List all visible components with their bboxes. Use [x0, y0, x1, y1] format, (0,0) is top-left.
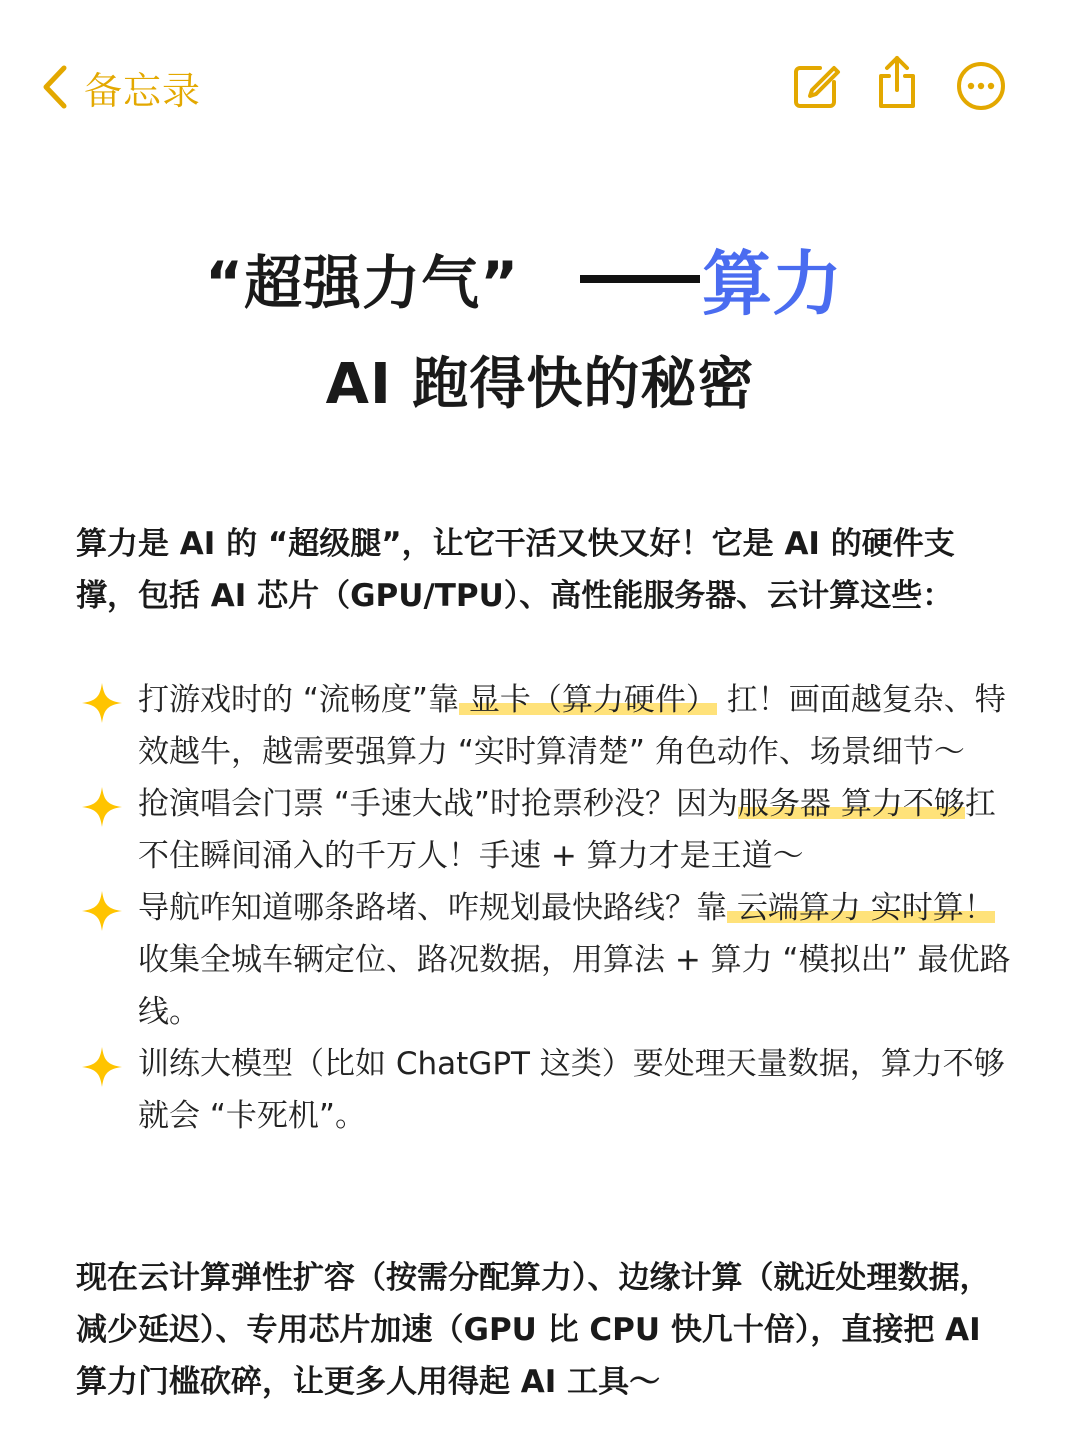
navigation-bar: [0, 0, 1080, 170]
compose-button[interactable]: [790, 60, 842, 112]
sparkle-icon: [80, 681, 124, 725]
intro-paragraph: 算力是 AI 的 “超级腿”，让它干活又快又好！它是 AI 的硬件支撑，包括 AI 芯片（GPU/TPU）、高性能服务器、云计算这些：: [76, 526, 955, 614]
share-button[interactable]: [873, 54, 921, 112]
bullet-list: [76, 674, 1016, 1142]
bullet-text: 训练大模型（比如 ChatGPT 这类）要处理天量数据，算力不够就会 “卡死机”。: [138, 1046, 1005, 1134]
bullet-highlight: 云端算力 实时算！: [727, 890, 995, 926]
bullet-highlight: 显卡（算力硬件）: [458, 682, 717, 718]
bullet-text-after: 收集全城车辆定位、路况数据，用算法 + 算力 “模拟出” 最优路线。: [138, 942, 1011, 1030]
chevron-left-icon: [40, 64, 70, 110]
title-dash: [580, 275, 700, 283]
sparkle-icon: [80, 1045, 124, 1089]
more-button[interactable]: [955, 60, 1007, 112]
bullet-highlight: 服务器 算力不够: [737, 786, 965, 822]
compose-icon: [790, 60, 842, 112]
sparkle-icon: [80, 785, 124, 829]
bullet-item: [76, 674, 1016, 778]
more-icon: [955, 60, 1007, 112]
back-button[interactable]: [40, 62, 201, 112]
bullet-item: [76, 778, 1016, 882]
title-highlight-word: 算力: [702, 243, 842, 325]
sparkle-icon: [80, 889, 124, 933]
bullet-text-after: 扛不住瞬间涌入的千万人！手速 + 算力才是王道～: [138, 786, 996, 874]
bullet-item: [76, 882, 1016, 1038]
note-title-line-2: AI 跑得快的秘密: [325, 352, 755, 417]
bullet-text: 打游戏时的 “流畅度”靠: [138, 682, 459, 718]
closing-paragraph: 现在云计算弹性扩容（按需分配算力）、边缘计算（就近处理数据，减少延迟）、专用芯片加速（GPU 比 CPU 快几十倍），直接把 AI 算力门槛砍碎，让更多人用得起 AI 工具～: [76, 1260, 991, 1400]
back-button-label: 备忘录: [84, 68, 202, 113]
bullet-text: 抢演唱会门票 “手速大战”时抢票秒没？因为: [138, 786, 738, 822]
share-icon: [873, 54, 921, 112]
bullet-text-after: 扛！画面越复杂、特效越牛，越需要强算力 “实时算清楚” 角色动作、场景细节～: [138, 682, 1006, 770]
note-title-line-1: [0, 228, 1080, 328]
bullet-item: [76, 1038, 1016, 1142]
bullet-text: 导航咋知道哪条路堵、咋规划最快路线？靠: [138, 890, 727, 926]
title-quoted-phrase: “超强力气”: [205, 249, 520, 317]
